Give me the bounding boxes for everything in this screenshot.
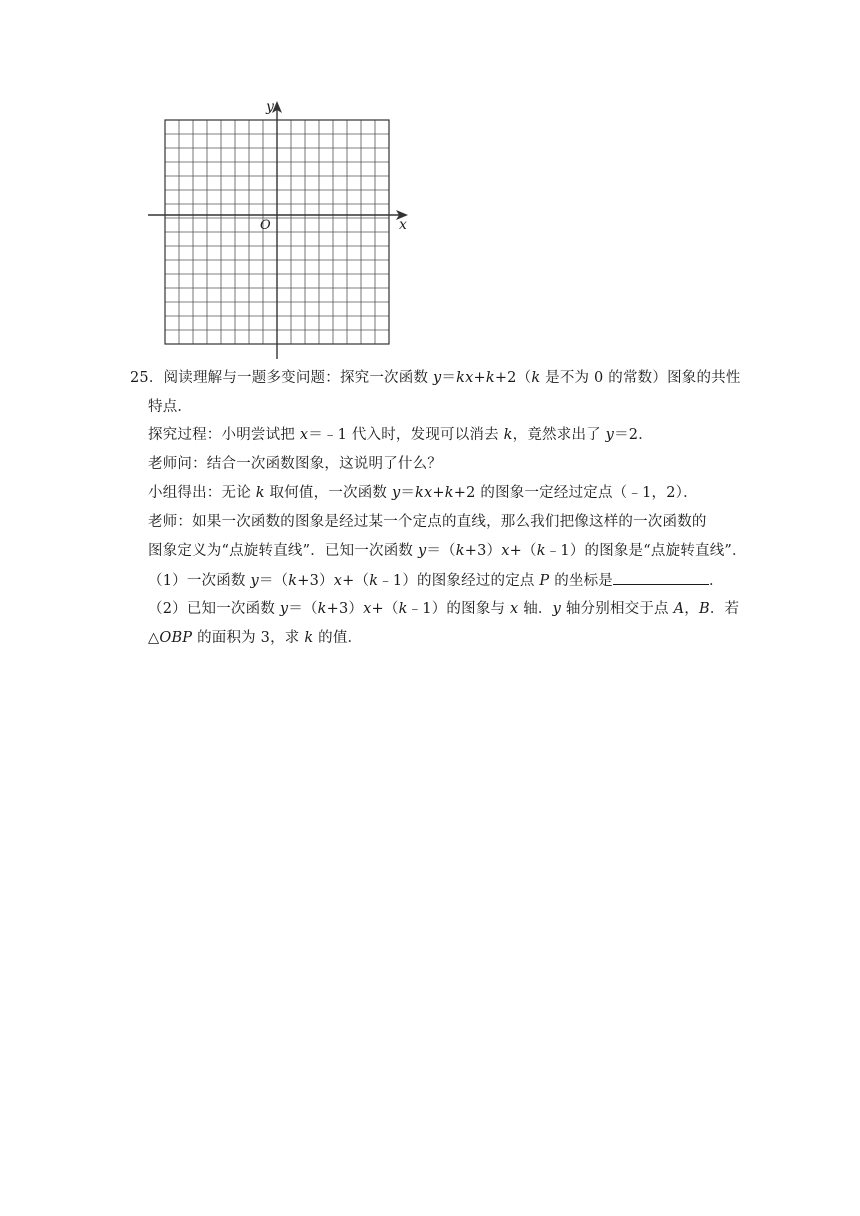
problem-line-3: 探究过程：小明尝试把 x＝﹣1 代入时，发现可以消去 k，竟然求出了 y＝2． bbox=[148, 427, 653, 443]
problem-line-10: △OBP 的面积为 3，求 k 的值． bbox=[148, 630, 363, 646]
origin-label: O bbox=[260, 218, 271, 233]
problem-line-6: 老师：如果一次函数的图象是经过某一个定点的直线，那么我们把像这样的一次函数的 bbox=[148, 514, 707, 530]
problem-line-9: （2）已知一次函数 y＝（k+3）x+（k﹣1）的图象与 x 轴．y 轴分别相交于点 A，B．若 bbox=[148, 601, 740, 617]
problem-line-8: （1）一次函数 y＝（k+3）x+（k﹣1）的图象经过的定点 P 的坐标是 ． bbox=[148, 570, 724, 591]
problem-line-2: 特点． bbox=[148, 399, 193, 415]
answer-blank bbox=[613, 570, 709, 585]
problem-line-4: 老师问：结合一次函数图象，这说明了什么？ bbox=[148, 456, 442, 472]
problem-line-5: 小组得出：无论 k 取何值，一次函数 y＝kx+k+2 的图象一定经过定点（﹣1，2）． bbox=[148, 485, 698, 501]
y-axis-label: y bbox=[266, 99, 274, 115]
coordinate-grid-figure bbox=[140, 95, 420, 365]
problem-line-1: 25．阅读理解与一题多变问题：探究一次函数 y＝kx+k+2（k 是不为 0 的常数）图象的共性 bbox=[130, 370, 741, 386]
x-axis-label: x bbox=[399, 217, 407, 233]
problem-line-7: 图象定义为“点旋转直线”．已知一次函数 y＝（k+3）x+（k﹣1）的图象是“点旋转直线”． bbox=[148, 543, 747, 559]
problem-number: 25． bbox=[130, 370, 164, 386]
